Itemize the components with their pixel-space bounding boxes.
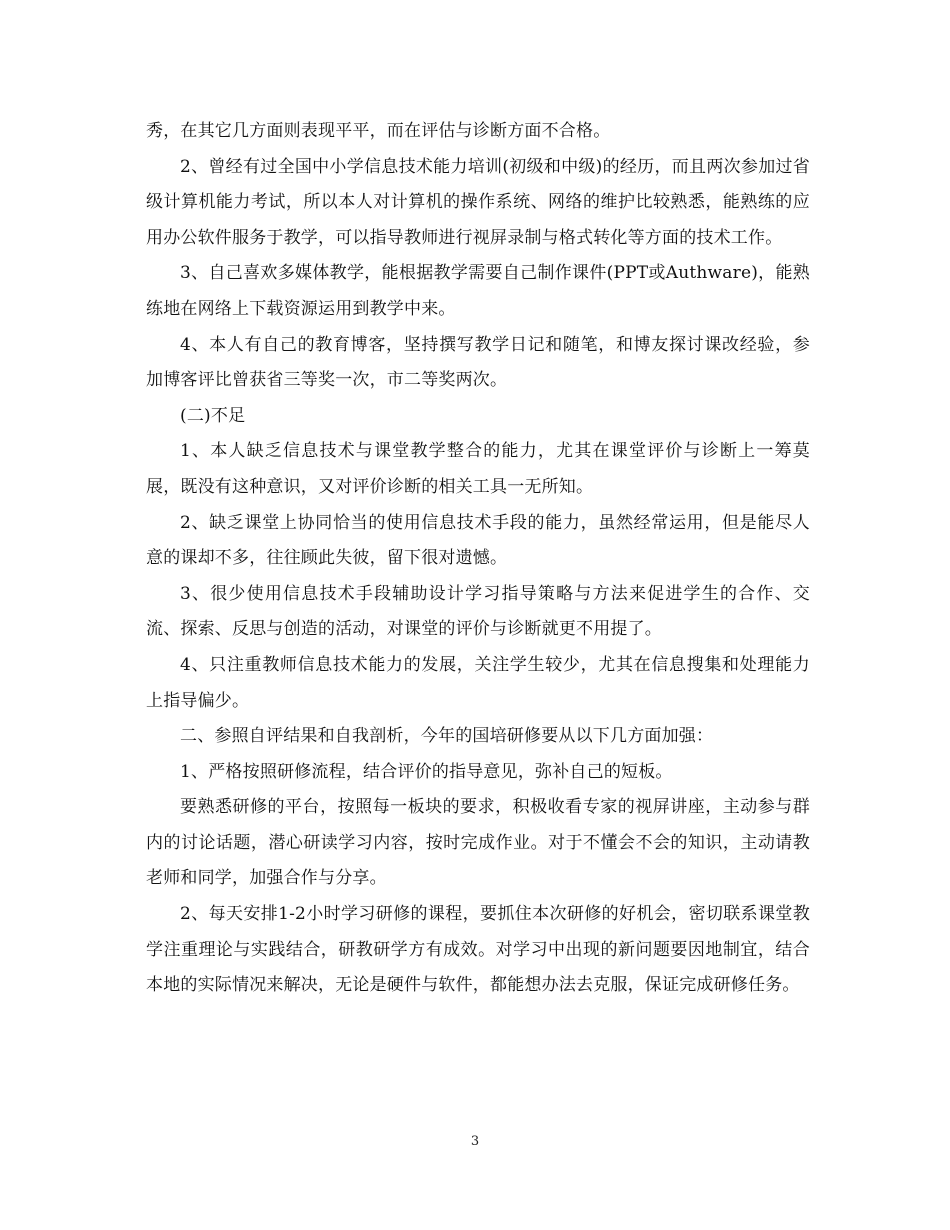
paragraph-continuation: 秀，在其它几方面则表现平平，而在评估与诊断方面不合格。 bbox=[146, 121, 611, 141]
section-heading-improvement: 二、参照自评结果和自我剖析，今年的国培研修要从以下几方面加强： bbox=[180, 726, 714, 747]
paragraph-strength-3: 3、自己喜欢多媒体教学，能根据教学需要自己制作课件(PPT或Authware)，能熟练地在网络上下载资源运用到教学中来。 bbox=[146, 263, 810, 319]
document-body bbox=[146, 114, 810, 1004]
paragraph-shortcoming-3: 3、很少使用信息技术手段辅助设计学习指导策略与方法来促进学生的合作、交流、探索、反思与创造的活动，对课堂的评价与诊断就更不用提了。 bbox=[146, 583, 810, 640]
paragraph-strength-2: 2、曾经有过全国中小学信息技术能力培训(初级和中级)的经历，而且两次参加过省级计算机能力考试，所以本人对计算机的操作系统、网络的维护比较熟悉，能熟练的应用办公软件服务于教学，可以指导教师进行视屏录制与格式转化等方面的技术工作。 bbox=[146, 156, 810, 248]
paragraph-improvement-1: 1、严格按照研修流程，结合评价的指导意见，弥补自己的短板。 bbox=[180, 761, 673, 782]
paragraph-shortcoming-2: 2、缺乏课堂上协同恰当的使用信息技术手段的能力，虽然经常运用，但是能尽人意的课却不多，往往顾此失彼，留下很对遗憾。 bbox=[146, 512, 810, 569]
paragraph-shortcoming-4: 4、只注重教师信息技术能力的发展，关注学生较少，尤其在信息搜集和处理能力上指导偏少。 bbox=[146, 654, 810, 711]
paragraph-improvement-detail: 要熟悉研修的平台，按照每一板块的要求，积极收看专家的视屏讲座，主动参与群内的讨论话题，潜心研读学习内容，按时完成作业。对于不懂会不会的知识，主动请教老师和同学，加强合作与分享。 bbox=[146, 797, 810, 889]
page-number: 3 bbox=[470, 1134, 480, 1149]
section-heading-shortcomings: (二)不足 bbox=[180, 405, 246, 426]
paragraph-strength-4: 4、本人有自己的教育博客，坚持撰写教学日记和随笔，和博友探讨课改经验，参加博客评比曾获省三等奖一次，市二等奖两次。 bbox=[146, 334, 810, 391]
paragraph-shortcoming-1: 1、本人缺乏信息技术与课堂教学整合的能力，尤其在课堂评价与诊断上一筹莫展，既没有这种意识，又对评价诊断的相关工具一无所知。 bbox=[146, 441, 810, 497]
paragraph-improvement-2: 2、每天安排1-2小时学习研修的课程，要抓住本次研修的好机会，密切联系课堂教学注重理论与实践结合，研教研学方有成效。对学习中出现的新问题要因地制宜，结合本地的实际情况来解决，无论是硬件与软件，都能想办法去克服，保证完成研修任务。 bbox=[146, 904, 810, 996]
